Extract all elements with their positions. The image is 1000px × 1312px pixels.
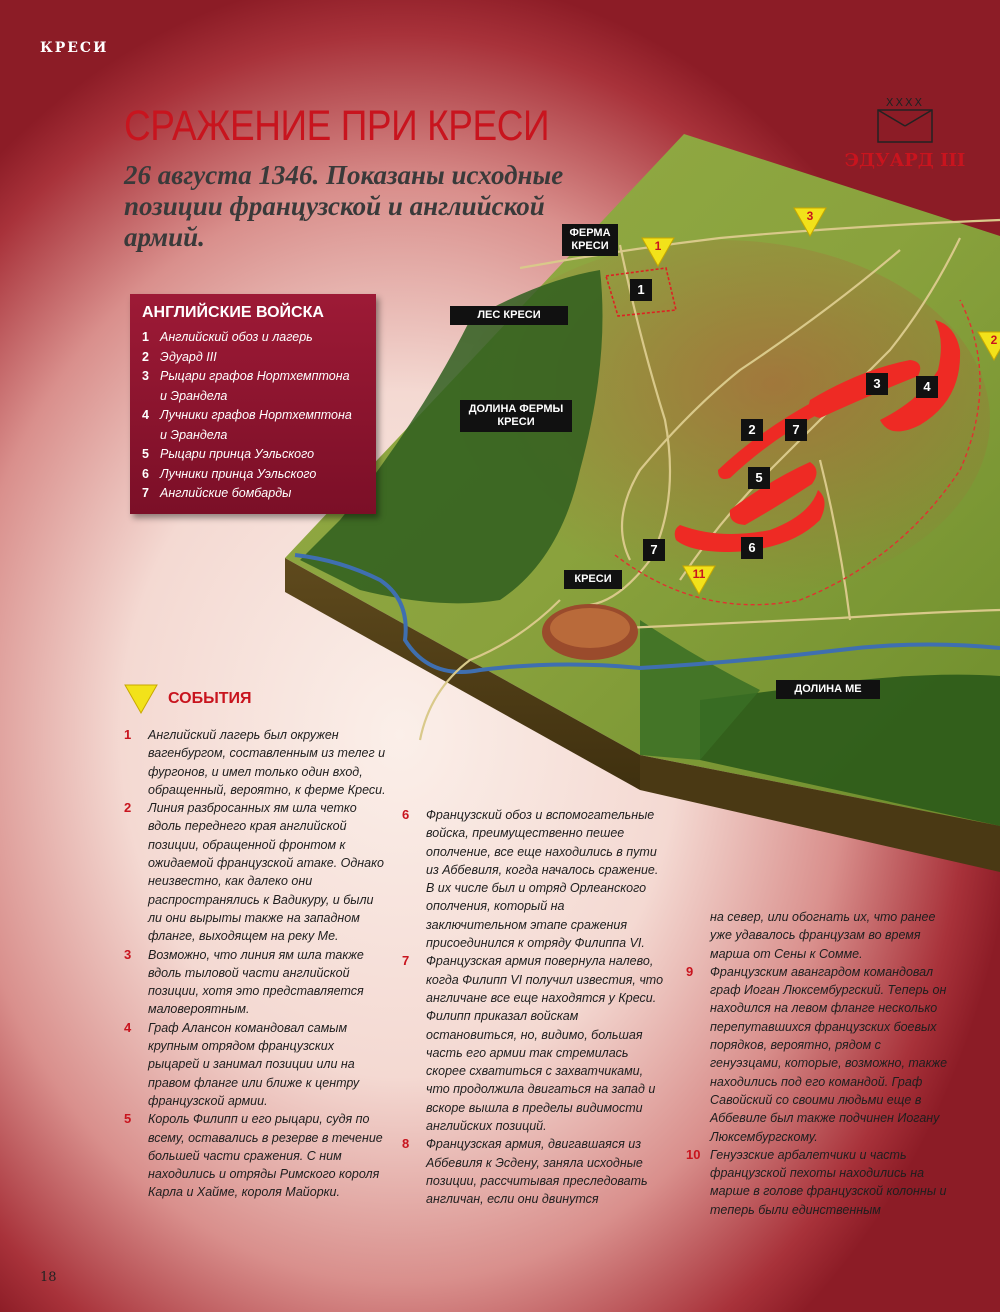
unit-number-6: 6: [741, 537, 763, 559]
commander-symbol: [840, 96, 970, 171]
event-marker-11: [681, 564, 717, 596]
event-marker-label: 3: [806, 209, 814, 223]
legend-item-number: [142, 387, 160, 407]
legend-item-text: Рыцари графов Нортхемптона: [160, 369, 350, 383]
event-item: [124, 1110, 386, 1201]
unit-number-7b: 7: [643, 539, 665, 561]
legend-item-number: 3: [142, 369, 149, 383]
legend-item: [142, 445, 366, 465]
event-number: 10: [686, 1146, 701, 1162]
triangle-icon: [124, 684, 158, 714]
map-label-valley-farm: ДОЛИНА ФЕРМЫ КРЕСИ: [460, 400, 572, 432]
event-marker-3: [792, 206, 828, 238]
event-number: 8: [402, 1136, 410, 1152]
unit-number-2: 2: [741, 419, 763, 441]
event-marker-label: 11: [692, 567, 706, 581]
event-text: Линия разбросанных ям шла четко вдоль переднего края английской позиции, обращенной фронтом к ожидаемой французской атаке. Однако неизвестно, как далеко они распространялись к Вадикуру, и были ли они вырыты также на западном фланге, выходящем на реку Ме.: [148, 801, 384, 944]
event-item: [402, 952, 664, 1135]
legend-item-text: Английский обоз и лагерь: [160, 330, 313, 344]
legend-item: [142, 465, 366, 485]
event-item: [124, 799, 386, 945]
event-number: 3: [124, 946, 132, 962]
legend-item-number: 6: [142, 466, 149, 481]
map-label-forest: ЛЕС КРЕСИ: [450, 306, 568, 325]
event-item: [686, 963, 948, 1146]
page-title: СРАЖЕНИЕ ПРИ КРЕСИ: [124, 102, 550, 150]
events-column-3: [686, 908, 948, 1219]
page-subtitle: 26 августа 1346. Показаны исходные позиции французской и английской армий.: [124, 160, 564, 252]
legend-item-number: 1: [142, 330, 149, 344]
event-marker-label: 1: [654, 239, 662, 253]
legend-item-text: Рыцари принца Уэльского: [160, 447, 315, 461]
legend-item: [142, 328, 366, 348]
event-item: [124, 726, 386, 799]
army-unit-icon: [877, 109, 933, 143]
unit-number-4: 4: [916, 376, 938, 398]
legend-item-number: [142, 426, 160, 446]
map-label-village: КРЕСИ: [564, 570, 622, 589]
unit-number-7: 7: [785, 419, 807, 441]
event-text: на север, или обогнать их, что ранее уже удавалось французам во время марша от Сены к Сомме.: [710, 910, 936, 961]
running-head: КРЕСИ: [40, 40, 109, 56]
legend-item: [142, 348, 366, 368]
legend-item-text: Лучники графов Нортхемптона: [160, 408, 352, 422]
legend-item-text: и Эрандела: [160, 427, 228, 442]
event-item: [124, 946, 386, 1019]
event-text: Французская армия повернула налево, когда Филипп VI получил известия, что англичане все еще находятся у Креси. Филипп приказал войскам остановиться, но, видимо, большая часть его армии так стремилась скорее схватиться с захватчиками, что продолжила двигаться на запад и вскоре вышла в пределы видимости английских позиций.: [426, 954, 664, 1134]
legend-item-number: 2: [142, 349, 149, 364]
event-item: [124, 1019, 386, 1110]
event-number: 5: [124, 1111, 132, 1127]
event-marker-label: 2: [990, 333, 998, 347]
legend-item-text: Лучники принца Уэльского: [160, 466, 317, 481]
event-text: Французский обоз и вспомогательные войска, преимущественно пешее ополчение, все еще находились в пути из Аббевиля, когда началось сражение. В их числе был и отряд Орлеанского ополчения, который на заключительном этапе сражения присоединился к отряду Филиппа VI.: [426, 808, 659, 951]
event-text: Генуэзские арбалетчики и часть французской пехоты находились на марше в голове французской колонны и теперь были единственным: [710, 1147, 947, 1217]
legend-item: [142, 426, 366, 446]
legend-item-number: 4: [142, 408, 149, 422]
event-number: 4: [124, 1019, 132, 1035]
legend-item-text: Английские бомбарды: [160, 486, 292, 500]
event-item: [402, 1135, 664, 1208]
event-item: [402, 806, 664, 952]
event-item: [686, 908, 948, 963]
legend-item-text: Эдуард III: [160, 349, 217, 364]
legend-item-number: 7: [142, 486, 149, 500]
map-label-valley-me: ДОЛИНА МЕ: [776, 680, 880, 699]
event-text: Возможно, что линия ям шла также вдоль тыловой части английской позиции, хотя это представляется маловероятным.: [148, 947, 364, 1017]
unit-number-5: 5: [748, 467, 770, 489]
events-title: СОБЫТИЯ: [168, 690, 252, 707]
event-marker-1: [640, 236, 676, 268]
legend-item-text: и Эрандела: [160, 388, 228, 403]
event-item: [686, 1146, 948, 1219]
legend-title: АНГЛИЙСКИЕ ВОЙСКА: [142, 304, 324, 321]
legend-item-number: 5: [142, 447, 149, 461]
event-text: Английский лагерь был окружен вагенбургом, составленным из телег и фургонов, и имел только один вход, обращенный, вероятно, к ферме Креси.: [148, 728, 386, 797]
event-text: Граф Алансон командовал самым крупным отрядом французских рыцарей и занимал позиции или на правом фланге или ближе к центру французской армии.: [148, 1020, 360, 1108]
event-text: Французским авангардом командовал граф Иоган Люксембургский. Теперь он находился на левом фланге несколько перепутавшихся французских боевых порядков, вероятно, рядом с генуэзцами, которые, возможно, также находились под его командой. Граф Савойский со своими людьми еще в Аббевиле был также подчинен Иогану Люксембургскому.: [710, 964, 948, 1144]
unit-number-1: 1: [630, 279, 652, 301]
legend-item: [142, 406, 366, 426]
event-number: 9: [686, 963, 694, 979]
event-marker-2: [976, 330, 1000, 362]
event-text: Король Филипп и его рыцари, судя по всему, оставались в резерве в течение большей части сражения. С ним находились и отряды Римского короля Карла и Хайме, короля Майорки.: [148, 1112, 383, 1200]
unit-number-3: 3: [866, 373, 888, 395]
event-number: 1: [124, 727, 132, 742]
legend-item: [142, 367, 366, 387]
legend-english-troops: [130, 294, 376, 514]
event-number: 2: [124, 800, 132, 816]
events-column-1: [124, 726, 386, 1202]
legend-item: [142, 387, 366, 407]
event-number: 6: [402, 807, 410, 822]
legend-list: [142, 328, 366, 504]
commander-rank: XXXX: [885, 96, 925, 109]
events-column-2: [402, 806, 664, 1209]
commander-name: ЭДУАРД III: [844, 150, 966, 171]
map-label-farm: ФЕРМА КРЕСИ: [562, 224, 618, 256]
event-number: [686, 908, 710, 963]
legend-item: [142, 484, 366, 504]
event-text: Французская армия, двигавшаяся из Аббевиля к Эсдену, заняла исходные позиции, рассчитывая преследовать англичан, если они двинутся: [426, 1137, 648, 1207]
events-heading: [124, 684, 252, 714]
event-number: 7: [402, 953, 410, 969]
page-number: 18: [40, 1270, 57, 1285]
